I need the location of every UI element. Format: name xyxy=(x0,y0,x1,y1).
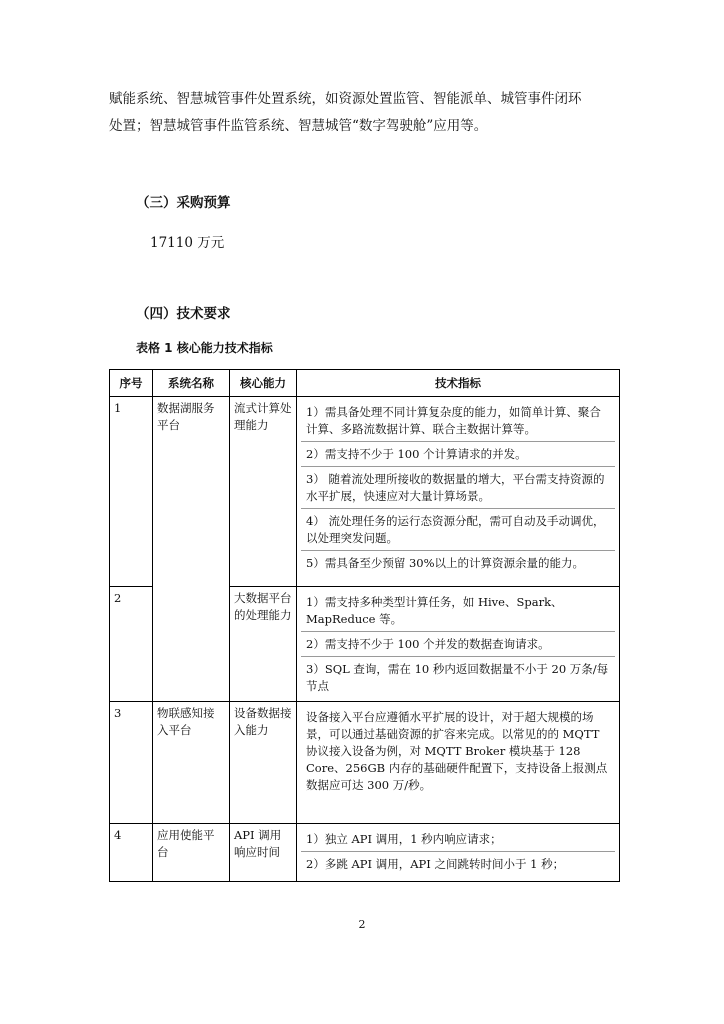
header-no: 序号 xyxy=(110,370,153,397)
intro-line-1: 赋能系统、智慧城管事件处置系统，如资源处置监管、智能派单、城管事件闭环 xyxy=(109,91,582,107)
core-capability: 设备数据接入能力 xyxy=(230,702,297,824)
page-number: 2 xyxy=(358,918,366,931)
indicator-item: 1）需具备处理不同计算复杂度的能力，如简单计算、聚合计算、多路流数据计算、联合主数据计算等。 xyxy=(301,400,615,442)
indicator-item: 3） 随着流处理所接收的数据量的增大，平台需支持资源的水平扩展，快速应对大量计算场景。 xyxy=(301,467,615,509)
row-number: 4 xyxy=(110,824,153,882)
indicator-item: 2）需支持不少于 100 个并发的数据查询请求。 xyxy=(301,632,615,657)
tech-spec-table xyxy=(109,369,620,882)
indicator-item: 2）多跳 API 调用，API 之间跳转时间小于 1 秒； xyxy=(306,857,565,871)
system-name: 物联感知接入平台 xyxy=(153,702,230,824)
system-name xyxy=(153,587,230,702)
header-capability: 核心能力 xyxy=(230,370,297,397)
core-capability: API 调用响应时间 xyxy=(230,824,297,882)
indicator-item: 5）需具备至少预留 30%以上的计算资源余量的能力。 xyxy=(306,556,585,570)
header-indicators: 技术指标 xyxy=(297,370,620,397)
section-4-heading: （四）技术要求 xyxy=(136,306,231,322)
indicator-item: 4） 流处理任务的运行态资源分配，需可自动及手动调优，以处理突发问题。 xyxy=(301,509,615,551)
table-row xyxy=(110,824,620,882)
indicator-item: 1）独立 API 调用，1 秒内响应请求； xyxy=(301,827,615,852)
indicator-list xyxy=(297,587,620,702)
core-capability: 流式计算处理能力 xyxy=(230,397,297,587)
system-name: 数据湖服务平台 xyxy=(153,397,230,587)
row-number: 2 xyxy=(110,587,153,702)
intro-paragraph xyxy=(109,86,629,140)
indicator-item: 3）SQL 查询，需在 10 秒内返回数据量不小于 20 万条/每节点 xyxy=(306,662,609,693)
row-number: 3 xyxy=(110,702,153,824)
table-row xyxy=(110,587,620,702)
table-row xyxy=(110,702,620,824)
indicator-list xyxy=(297,702,620,824)
table-row xyxy=(110,397,620,587)
indicator-item: 2）需支持不少于 100 个计算请求的并发。 xyxy=(301,442,615,467)
row-number: 1 xyxy=(110,397,153,587)
indicator-item: 设备接入平台应遵循水平扩展的设计，对于超大规模的场景，可以通过基础资源的扩容来完成。以常见的的 MQTT 协议接入设备为例，对 MQTT Broker 模块基于 128 Core、256GB 内存的基础硬件配置下，支持设备上报测点数据应可达 300 万/秒。 xyxy=(306,710,608,792)
indicator-list xyxy=(297,824,620,882)
system-name: 应用使能平台 xyxy=(153,824,230,882)
budget-amount: 17110 万元 xyxy=(150,235,225,251)
indicator-item: 1）需支持多种类型计算任务，如 Hive、Spark、MapReduce 等。 xyxy=(301,590,615,632)
core-capability: 大数据平台的处理能力 xyxy=(230,587,297,702)
table-header-row xyxy=(110,370,620,397)
table-caption: 表格 1 核心能力技术指标 xyxy=(136,341,273,355)
intro-line-2: 处置；智慧城管事件监管系统、智慧城管“数字驾驶舱”应用等。 xyxy=(109,118,488,134)
header-system: 系统名称 xyxy=(153,370,230,397)
section-3-heading: （三）采购预算 xyxy=(136,195,231,211)
indicator-list xyxy=(297,397,620,587)
